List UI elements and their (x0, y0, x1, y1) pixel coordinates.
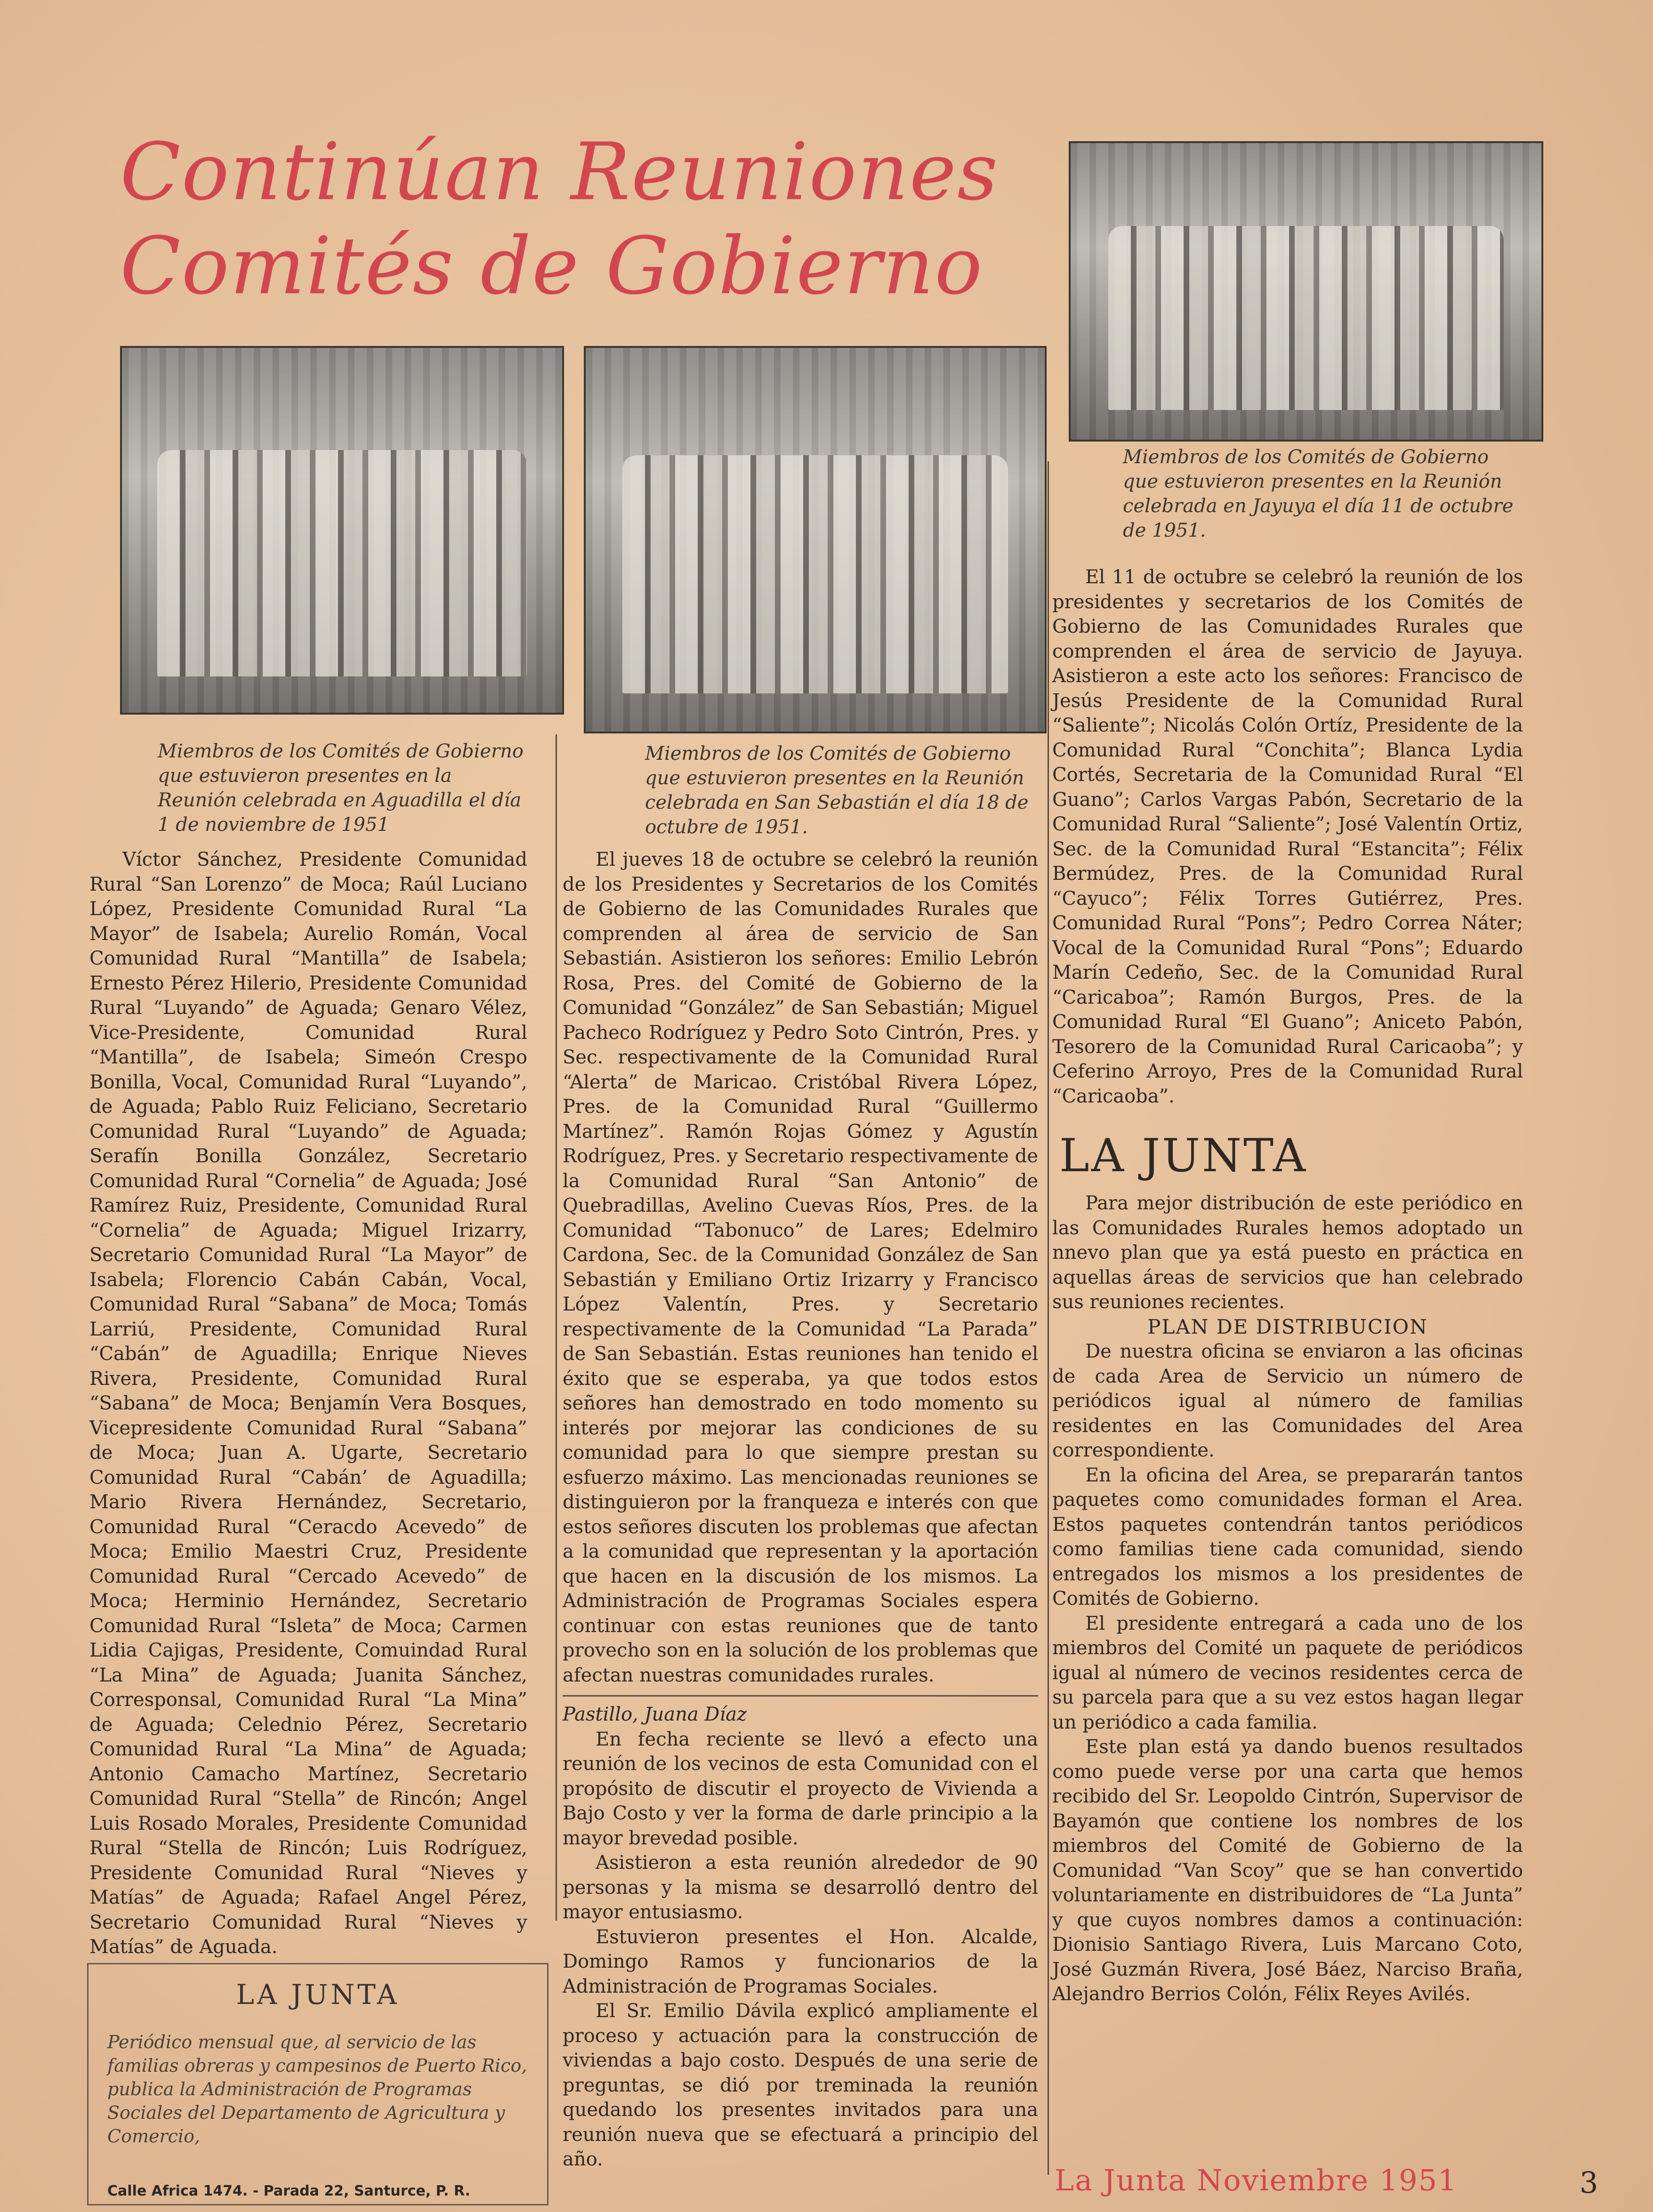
column-divider-right (1048, 461, 1049, 2175)
middle-paragraph-3: Asistieron a esta reunión alrededor de 90 personas y la misma se desarrolló dentro del mayor entusiasmo. (563, 1852, 1038, 1923)
right-paragraph-5: El presidente entregará a cada uno de los miembros del Comité un paquete de periódicos igual al número de vecinos residentes cerca de su parcela para que a su vez estos hagan llegar un periódico a cada familia. (1052, 1612, 1523, 1733)
middle-paragraph-2: En fecha reciente se llevó a efecto una reunión de los vecinos de esta Comunidad con el propósito de discutir el proyecto de Vivienda a Bajo Costo y ver la forma de darle principio a la mayor brevedad posible. (563, 1728, 1038, 1849)
middle-paragraph-5: El Sr. Emilio Dávila explicó ampliamente el proceso y actuación para la construcción de viviendas a bajo costo. Después de una serie de preguntas, se dió por treminada la reunión quedando los presentes invitados para una reunión nueva que se efectuará a principio del año. (563, 2000, 1038, 2170)
caption-jayuya: Miembros de los Comités de Gobierno que estuvieron presentes en la Reunión celebrada en Jayuya el día 11 de octubre de 1951. (1123, 446, 1514, 541)
right-paragraph-6: Este plan está ya dando buenos resultados como puede verse por una carta que hemos recibido del Sr. Leopoldo Cintrón, Supervisor de Bayamón que contiene los nombres de los miembros del Comité de Gobierno de la Comunidad “Van Scoy” que se han convertido voluntariamente en distribuidores de “La Junta” y que cuyos nombres damos a continuación: Dionisio Santiago Rivera, Luis Marcano Coto, José Guzmán Rivera, José Báez, Narciso Braña, Alejandro Berrios Colón, Félix Reyes Avilés. (1052, 1736, 1523, 2005)
headline (120, 125, 1071, 313)
section-divider (563, 1695, 1038, 1697)
caption-san-sebastian: Miembros de los Comités de Gobierno que estuvieron presentes en la Reunión celebrada en San Sebastián el día 18 de octubre de 1951. (645, 743, 1029, 838)
right-paragraph-2: Para mejor distribución de este periódico en las Comunidades Rurales hemos adoptado un nnevo plan que ya está puesto en práctica en aquellas áreas de servicios que han celebrado sus reuniones recientes. (1052, 1192, 1523, 1313)
photo-jayuya (1069, 141, 1543, 442)
right-column-bottom (1052, 1191, 1523, 2007)
masthead-address: Calle Africa 1474. - Parada 22, Santurce, P. R. (107, 2183, 470, 2199)
right-paragraph-1: El 11 de octubre se celebró la reunión de los presidentes y secretarios de los Comités de Gobierno de las Comunidades Rurales que comprenden el área de servicio de Jayuya. Asistieron a este acto los señores: Francisco de Jesús Presidente de la Comunidad Rural “Saliente”; Nicolás Colón Ortíz, Presidente de la Comunidad Rural “Conchita”; Blanca Lydia Cortés, Secretaria de la Comunidad Rural “El Guano”; Carlos Vargas Pabón, Secretario de la Comunidad Rural “Saliente”; José Valentín Ortiz, Sec. de la Comunidad Rural “Estancita”; Félix Bermúdez, Pres. de la Comunidad Rural “Cayuco”; Félix Torres Gutiérrez, Pres. Comunidad Rural “Pons”; Pedro Correa Náter; Vocal de la Comunidad Rural “Pons”; Eduardo Marín Cedeño, Sec. de la Comunidad Rural “Caricaboa”; Ramón Burgos, Pres. de la Comunidad Rural “El Guano”; Aniceto Pabón, Tesorero de la Comunidad Rural Caricaoba”; y Ceferino Arroyo, Pres de la Comunidad Rural “Caricaoba”. (1052, 566, 1523, 1107)
middle-paragraph-1: El jueves 18 de octubre se celebró la reunión de los Presidentes y Secretarios de los Comités de Gobierno de las Comunidades Rurales que comprenden al área de servicio de San Sebastián. Asistieron los señores: Emilio Lebrón Rosa, Pres. del Comité de Gobierno de la Comunidad “González” de San Sebastián; Miguel Pacheco Rodríguez y Pedro Soto Cintrón, Pres. y Sec. respectivamente de la Comunidad Rural “Alerta” de Maricao. Cristóbal Rivera López, Pres. de la Comunidad Rural “Guillermo Martínez”. Ramón Rojas Gómez y Agustín Rodríguez, Pres. y Secretario respectivamente de la Comunidad Rural “San Antonio” de Quebradillas, Avelino Cuevas Ríos, Pres. de la Comunidad “Tabonuco” de Lares; Edelmiro Cardona, Sec. de la Comunidad González de San Sebastián y Emiliano Ortiz Irizarry y Francisco López Valentín, Pres. y Secretario respectivamente de la Comunidad “La Parada” de San Sebastián. Estas reuniones han tenido el éxito que se esperaba, ya que todos estos señores han demostrado en todo momento su interés por mejorar las condiciones de su comunidad para lo que siempre prestan su esfuerzo máximo. Las mencionadas reuniones se distinguieron por la franqueza e interés con que estos señores discuten los problemas que afectan a la comunidad que representan y la aportación que hacen en la discusión de los mismos. La Administración de Programas Sociales espera continuar con estas reuniones que de tanto provecho son en la solución de los problemas que afectan nuestras comunidades rurales. (563, 849, 1038, 1686)
right-paragraph-3: De nuestra oficina se enviaron a las oficinas de cada Area de Servicio un número de periódicos igual al número de familias residentes en las Comunidades del Area correspondiente. (1052, 1341, 1523, 1461)
la-junta-heading: LA JUNTA (1059, 1129, 1308, 1182)
photo-san-sebastian (584, 346, 1047, 733)
plan-heading: PLAN DE DISTRIBUCION (1147, 1315, 1428, 1338)
left-column (89, 847, 527, 1960)
photo-aguadilla (120, 346, 564, 715)
masthead-box (87, 1963, 548, 2205)
right-column-top (1052, 565, 1523, 1109)
footer-publication: La Junta Noviembre 1951 (1055, 2163, 1458, 2197)
headline-line-2: Comités de Gobierno (120, 220, 984, 312)
left-column-text: Víctor Sánchez, Presidente Comunidad Rural “San Lorenzo” de Moca; Raúl Luciano López, Presidente Comunidad Rural “La Mayor” de Isabela; Aurelio Román, Vocal Comunidad Rural “Mantilla” de Isabela; Ernesto Pérez Hilerio, Presidente Comunidad Rural “Luyando” de Aguada; Genaro Vélez, Vice-Presidente, Comunidad Rural “Mantilla”, de Isabela; Simeón Crespo Bonilla, Vocal, Comunidad Rural “Luyando”, de Aguada; Pablo Ruiz Feliciano, Secretario Comunidad Rural “Luyando” de Aguada; Serafín Bonilla González, Secretario Comunidad Rural “Cornelia” de Aguada; José Ramírez Ruiz, Presidente, Comunidad Rural “Cornelia” de Aguada; Miguel Irizarry, Secretario Comunidad Rural “La Mayor” de Isabela; Florencio Cabán Cabán, Vocal, Comunidad Rural “Sabana” de Moca; Tomás Larriú, Presidente, Comunidad Rural “Cabán” de Aguadilla; Enrique Nieves Rivera, Presidente, Comunidad Rural “Sabana” de Moca; Benjamín Vera Bosques, Vicepresidente Comunidad Rural “Sabana” de Moca; Juan A. Ugarte, Secretario Comunidad Rural “Cabán’ de Aguadilla; Mario Rivera Hernández, Secretario, Comunidad Rural “Ceracdo Acevedo” de Moca; Emilio Maestri Cruz, Presidente Comunidad Rural “Cercado Acevedo” de Moca; Herminio Hernández, Secretario Comunidad Rural “Isleta” de Moca; Carmen Lidia Cajigas, Presidente, Comuindad Rural “La Mina” de Aguada; Juanita Sánchez, Corresponsal, Comunidad Rural “La Mina” de Aguada; Celednio Pérez, Secretario Comunidad Rural “La Mina” de Aguada; Antonio Camacho Martínez, Secretario Comunidad Rural “Stella” de Rincón; Angel Luis Rosado Morales, Presidente Comunidad Rural “Stella de Rincón; Luis Rodríguez, Presidente Comunidad Rural “Nieves y Matías” de Aguada; Rafael Angel Pérez, Secretario Comunidad Rural “Nieves y Matías” de Aguada. (89, 849, 527, 1958)
masthead-title: LA JUNTA (236, 1979, 400, 2011)
dateline: Pastillo, Juana Díaz (563, 1704, 747, 1725)
right-paragraph-4: En la oficina del Area, se prepararán tantos paquetes como comunidades forman el Area. Estos paquetes contendrán tantos periódicos como familias tiene cada comunidad, siendo entregados los mismos a los presidentes de Comités de Gobierno. (1052, 1464, 1523, 1609)
headline-line-1: Continúan Reuniones (120, 126, 999, 218)
middle-paragraph-4: Estuvieron presentes el Hon. Alcalde, Domingo Ramos y funcionarios de la Administración de Programas Sociales. (563, 1926, 1038, 1997)
page-number: 3 (1580, 2165, 1598, 2200)
masthead-text: Periódico mensual que, al servicio de las familias obreras y campesinos de Puerto Rico, publica la Administración de Programas Sociales del Departamento de Agricultura y Comercio, (107, 2032, 527, 2147)
middle-column (563, 847, 1038, 2172)
caption-aguadilla: Miembros de los Comités de Gobierno que estuvieron presentes en la Reunión celebrada en Aguadilla el día 1 de noviembre de 1951 (158, 740, 524, 836)
column-divider-left (556, 734, 557, 1921)
